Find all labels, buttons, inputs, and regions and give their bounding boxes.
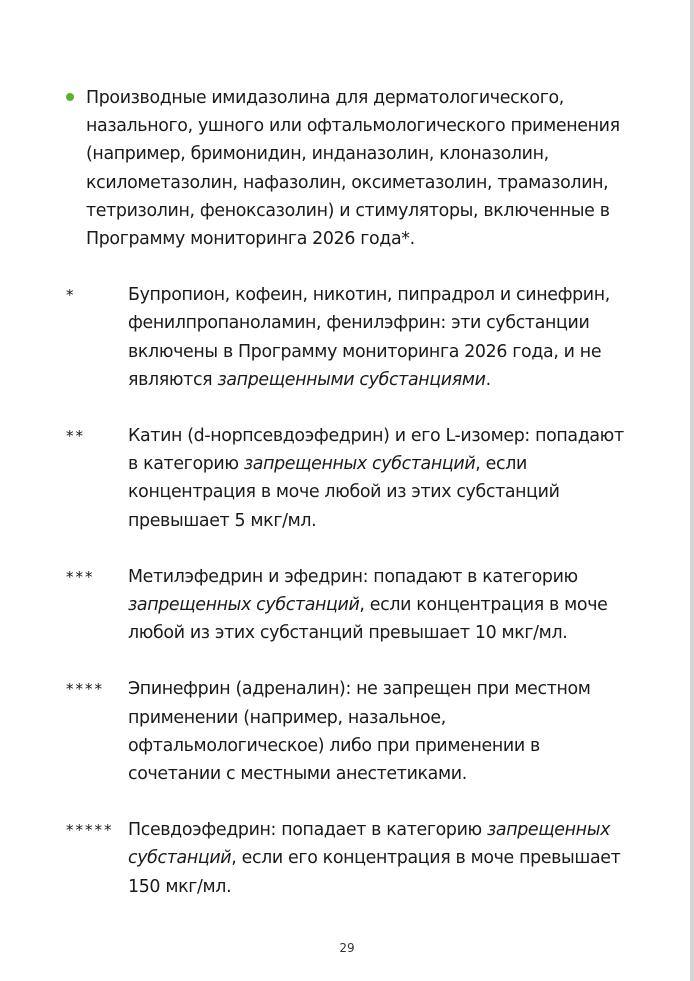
- text-run: Катин (d-норпсевдоэфедрин) и его L-изомер: попадают в категорию: [128, 426, 624, 475]
- footnote-4: [66, 675, 628, 788]
- footnote-text: [128, 422, 628, 535]
- footnote-2: [66, 422, 628, 535]
- text-run: Эпинефрин (адреналин): не запрещен при местном применении (например, назальное, офтальмологическое) либо при применении в сочетании с местными анестетиками.: [128, 679, 591, 785]
- text-run: , если концентрация в моче любой из этих субстанций превышает 5 мкг/мл.: [128, 454, 560, 531]
- text-run: Бупропион, кофеин, никотин, пипрадрол и синефрин, фенилпропаноламин, фенилэфрин: эти субстанции включены в Программу мониторинга 2026 года, и не являются: [128, 285, 610, 390]
- footnote-mark: *****: [66, 821, 114, 840]
- green-bullet-icon: [66, 93, 74, 101]
- text-run: Метилэфедрин и эфедрин: попадают в категорию: [128, 566, 578, 587]
- text-run: .: [485, 369, 491, 390]
- bullet-item: [66, 84, 628, 253]
- italic-run: запрещенных субстанций: [128, 595, 360, 616]
- footnote-5: [66, 816, 628, 901]
- italic-run: запрещенными субстанциями: [217, 369, 486, 390]
- footnote-text: [128, 281, 628, 394]
- italic-run: запрещенных субстанций: [128, 820, 611, 869]
- footnote-mark: ****: [66, 680, 104, 699]
- footnote-text: [128, 563, 628, 648]
- text-run: Псевдоэфедрин: попадает в категорию: [128, 820, 488, 841]
- footnote-mark: ***: [66, 567, 95, 586]
- footnote-mark: *: [66, 286, 76, 305]
- italic-run: запрещенных субстанций: [243, 454, 476, 475]
- page-content: [66, 84, 628, 901]
- page-number: 29: [339, 941, 355, 955]
- bullet-text: Производные имидазолина для дерматологического, назального, ушного или офтальмологического применения (например, бримонидин, инданазолин, клоназолин, ксилометазолин, нафазолин, оксиметазолин, трамазолин, тетризолин, феноксазолин) и стимуляторы, включенные в Программу мониторинга 2026 года*.: [86, 88, 620, 250]
- footnote-mark: **: [66, 427, 85, 446]
- footnote-text: [128, 816, 628, 901]
- text-run: , если концентрация в моче любой из этих субстанций превышает 10 мкг/мл.: [128, 595, 608, 644]
- footnote-text: [128, 675, 628, 788]
- page-edge: [690, 0, 694, 981]
- footnote-1: [66, 281, 628, 394]
- text-run: , если его концентрация в моче превышает 150 мкг/мл.: [128, 848, 621, 897]
- footnote-3: [66, 563, 628, 648]
